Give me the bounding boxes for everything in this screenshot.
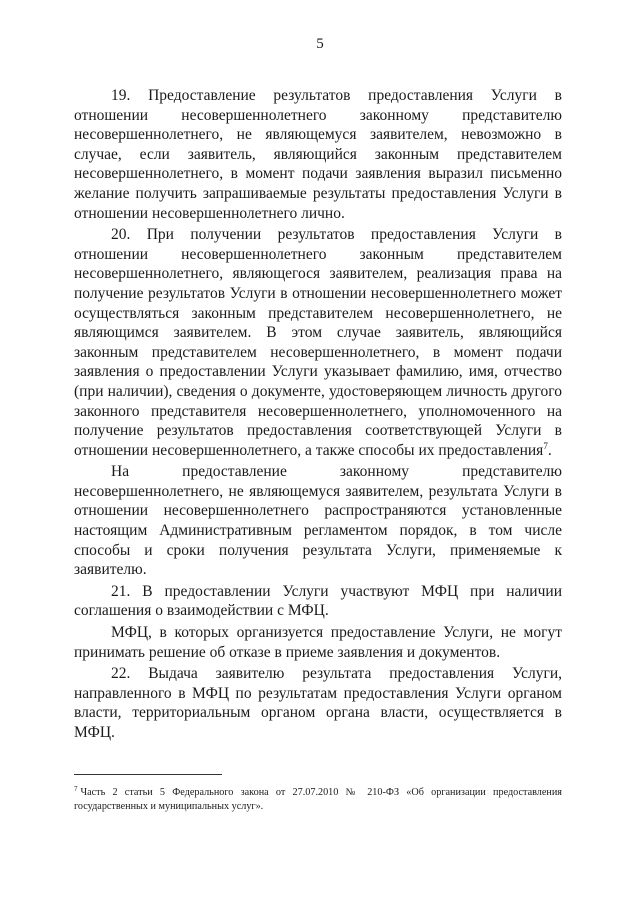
paragraph-tail: . bbox=[547, 441, 552, 459]
page-number: 5 bbox=[316, 36, 324, 52]
paragraph-text: 21. В предоставлении Услуги участвуют МФЦ при наличии соглашения о взаимодействии с МФЦ. bbox=[74, 582, 562, 620]
footnote-reference[interactable]: 7 bbox=[543, 440, 548, 451]
paragraph-21 bbox=[74, 582, 562, 621]
document-body bbox=[74, 86, 562, 745]
paragraph-19 bbox=[74, 86, 562, 223]
paragraph-mfc bbox=[74, 623, 562, 662]
footnote-mark: 7 bbox=[74, 784, 78, 793]
paragraph-text: 19. Предоставление результатов предоставления Услуги в отношении несовершеннолетнего законному представителю несовершеннолетнего, не являющемуся заявителем, невозможно в случае, если заявитель, являющийся законным представителем несовершеннолетнего, в момент подачи заявления выразил письменно желание получить запрашиваемые результаты предоставления Услуги в отношении несовершеннолетнего лично. bbox=[74, 87, 562, 222]
footnote-text: Часть 2 статьи 5 Федерального закона от 27.07.2010 № 210-ФЗ «Об организации предоставления государственных и муниципальных услуг». bbox=[74, 787, 562, 812]
footnote-7 bbox=[74, 786, 562, 814]
paragraph-representative bbox=[74, 462, 562, 580]
paragraph-20 bbox=[74, 225, 562, 460]
paragraph-text: 20. При получении результатов предоставления Услуги в отношении несовершеннолетнего законным представителем несовершеннолетнего, являющегося заявителем, реализация права на получение результатов Услуги в отношении несовершеннолетнего может осуществляться законным представителем несовершеннолетнего, не являющимся заявителем. В этом случае заявитель, являющийся законным представителем несовершеннолетнего, в момент подачи заявления о предоставлении Услуги указывает фамилию, имя, отчество (при наличии), сведения о документе, удостоверяющем личность другого законного представителя несовершеннолетнего, уполномоченного на получение результатов предоставления соответствующей Услуги в отношении несовершеннолетнего, а также способы их предоставления bbox=[74, 226, 562, 459]
footnote-divider bbox=[74, 774, 222, 775]
paragraph-22 bbox=[74, 664, 562, 742]
footnotes bbox=[74, 786, 562, 814]
paragraph-text: МФЦ, в которых организуется предоставление Услуги, не могут принимать решение об отказе в приеме заявления и документов. bbox=[74, 624, 562, 661]
paragraph-text: 22. Выдача заявителю результата предоставления Услуги, направленного в МФЦ по результатам предоставления Услуги органом власти, территориальным органом органа власти, осуществляется в МФЦ. bbox=[74, 665, 562, 741]
paragraph-text: На предоставление законному представителю несовершеннолетнего, не являющемуся заявителем, результата Услуги в отношении несовершеннолетнего распространяются установленные настоящим Административным регламентом порядок, в том числе способы и сроки получения результата Услуги, применяемые к заявителю. bbox=[74, 463, 562, 579]
